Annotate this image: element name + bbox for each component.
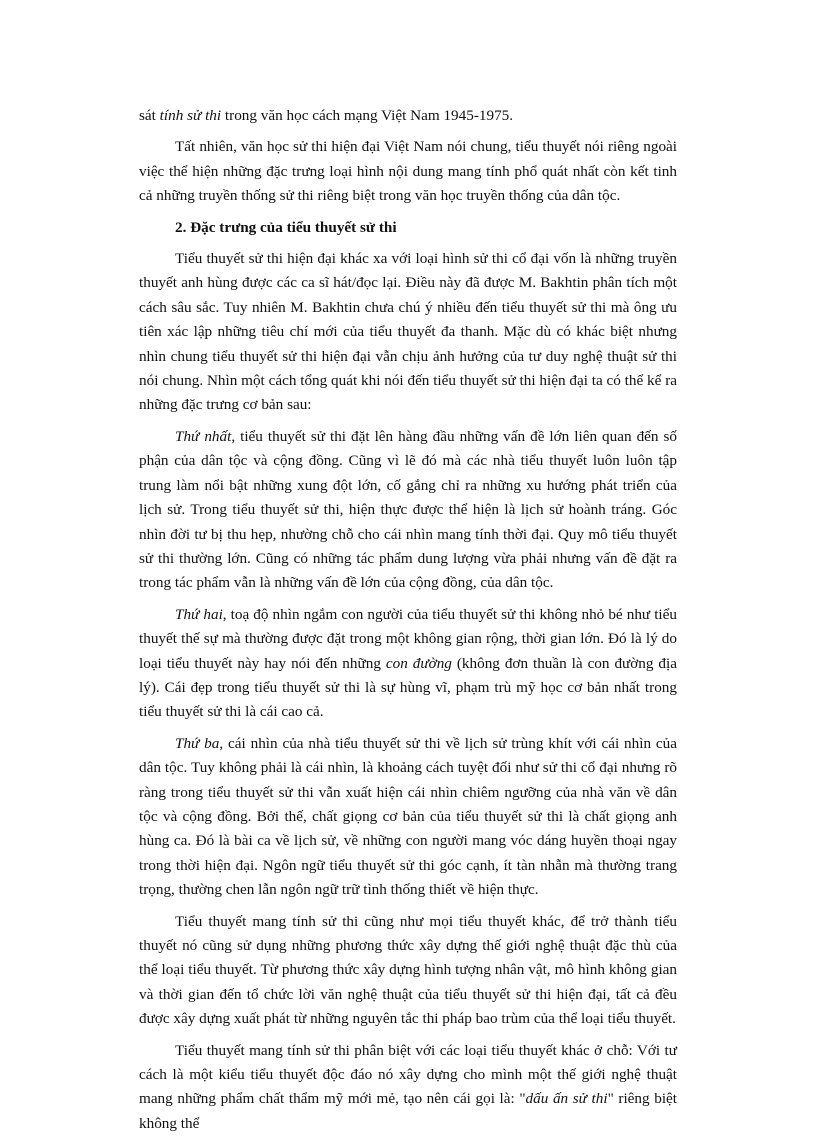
paragraph	[139, 603, 677, 725]
paragraph	[139, 135, 677, 208]
text-segment: Tiểu thuyết sử thi hiện đại khác xa với loại hình sử thi cổ đại vốn là những truyền thuyết anh hùng được các ca sĩ hát/đọc lại. Điều này đã được M. Bakhtin phân tích một cách sâu sắc. Tuy nhiên M. Bakhtin chưa chú ý nhiều đến tiểu thuyết sử thi mà ông ưu tiên xác lập những tiêu chí mới của tiểu thuyết đa thanh. Mặc dù có khác biệt nhưng nhìn chung tiểu thuyết sử thi hiện đại vẫn chịu ảnh hưởng của tư duy nghệ thuật sử thi nói chung. Nhìn một cách tổng quát khi nói đến tiểu thuyết sử thi hiện đại ta có thể kể ra những đặc trưng cơ bản sau:	[139, 250, 677, 414]
italic-text: con đường	[385, 654, 452, 672]
text-segment: " riêng biệt không thể	[139, 1090, 678, 1132]
text-segment: , tiểu thuyết sử thi đặt lên hàng đầu những vấn đề lớn liên quan đến số phận của dân tộc và cộng đồng. Cũng vì lẽ đó mà các nhà tiểu thuyết luôn luôn tập trung làm nổi bật những xung đột lớn, cố gắng chỉ ra những xu hướng phát triển của lịch sử. Trong tiểu thuyết sử thi, hiện thực được thể hiện là lịch sử hoành tráng. Góc nhìn đời tư bị thu hẹp, nhường chỗ cho cái nhìn mang tính thời đại. Quy mô tiểu thuyết sử thi thường lớn. Cũng có những tác phẩm dung lượng vừa phải nhưng vấn đề đặt ra trong tác phẩm vẫn là những vấn đề lớn của cộng đồng, của dân tộc.	[139, 427, 677, 592]
text-segment: (không đơn thuần là con đường địa lý). Cái đẹp trong tiểu thuyết sử thi là sự hùng vĩ, phạm trù mỹ học cơ bản nhất trong tiểu thuyết sử thi là cái cao cả.	[139, 654, 677, 721]
paragraph	[139, 425, 677, 596]
text-segment: Tiểu thuyết mang tính sử thi phân biệt với các loại tiểu thuyết khác ở chỗ: Với tư cách là một kiểu tiểu thuyết độc đáo nó xây dựng cho mình một thế giới nghệ thuật mang những phẩm chất thẩm mỹ mới mẻ, tạo nên cái gọi là: "	[139, 1041, 677, 1108]
paragraph	[139, 104, 677, 128]
italic-text: Thứ ba	[175, 734, 220, 752]
paragraph	[139, 247, 677, 418]
italic-text: tính sử thi	[159, 107, 222, 124]
section-heading: 2. Đặc trưng của tiểu thuyết sử thi	[175, 218, 397, 236]
paragraph	[139, 732, 677, 903]
italic-text: dấu ấn sử thi	[525, 1090, 608, 1108]
paragraph	[139, 910, 677, 1032]
text-segment: sát	[139, 107, 160, 124]
text-segment: Tiểu thuyết mang tính sử thi cũng như mọi tiểu thuyết khác, để trở thành tiểu thuyết nó cũng sử dụng những phương thức xây dựng thế giới nghệ thuật đặc thù của thể loại tiểu thuyết. Từ phương thức xây dựng hình tượng nhân vật, mô hình không gian và thời gian đến tổ chức lời văn nghệ thuật của tiểu thuyết sử thi hiện đại, tất cả đều được xây dựng xuất phát từ những nguyên tắc thi pháp bao trùm của thể loại tiểu thuyết.	[139, 912, 677, 1028]
text-segment: , cái nhìn của nhà tiểu thuyết sử thi về lịch sử trùng khít với cái nhìn của dân tộc. Tuy không phải là cái nhìn, là khoảng cách tuyệt đối như sử thi cổ đại nhưng rõ ràng trong tiểu thuyết sử thi vẫn xuất hiện cái nhìn chiêm ngưỡng của nhà văn về dân tộc và cộng đồng. Bởi thế, chất giọng cơ bản của tiểu thuyết sử thi là chất giọng anh hùng ca. Đó là bài ca về lịch sử, về những con người mang vóc dáng huyền thoại ngay trong thời hiện đại. Ngôn ngữ tiểu thuyết sử thi góc cạnh, ít tàn nhẫn mà thường trang trọng, thường chen lẫn ngôn ngữ trữ tình thống thiết về hiện thực.	[139, 734, 677, 899]
italic-text: Thứ hai	[175, 605, 223, 623]
text-segment: trong văn học cách mạng Việt Nam 1945-1975.	[221, 107, 514, 124]
document-body	[139, 104, 677, 1143]
paragraph	[139, 1039, 677, 1137]
text-segment: Tất nhiên, văn học sử thi hiện đại Việt Nam nói chung, tiểu thuyết nói riêng ngoài việc thể hiện những đặc trưng loại hình nội dung mang tính phổ quát nhất còn kết tinh cả những truyền thống sử thi riêng biệt trong văn học truyền thống của dân tộc.	[139, 138, 677, 205]
italic-text: Thứ nhất	[175, 427, 232, 445]
text-segment: , toạ độ nhìn ngắm con người của tiểu thuyết sử thi không nhỏ bé như tiểu thuyết thế sự mà thường được đặt trong một không gian rộng, thời gian lớn. Đó là lý do loại tiểu thuyết này hay nói đến những	[139, 605, 677, 672]
